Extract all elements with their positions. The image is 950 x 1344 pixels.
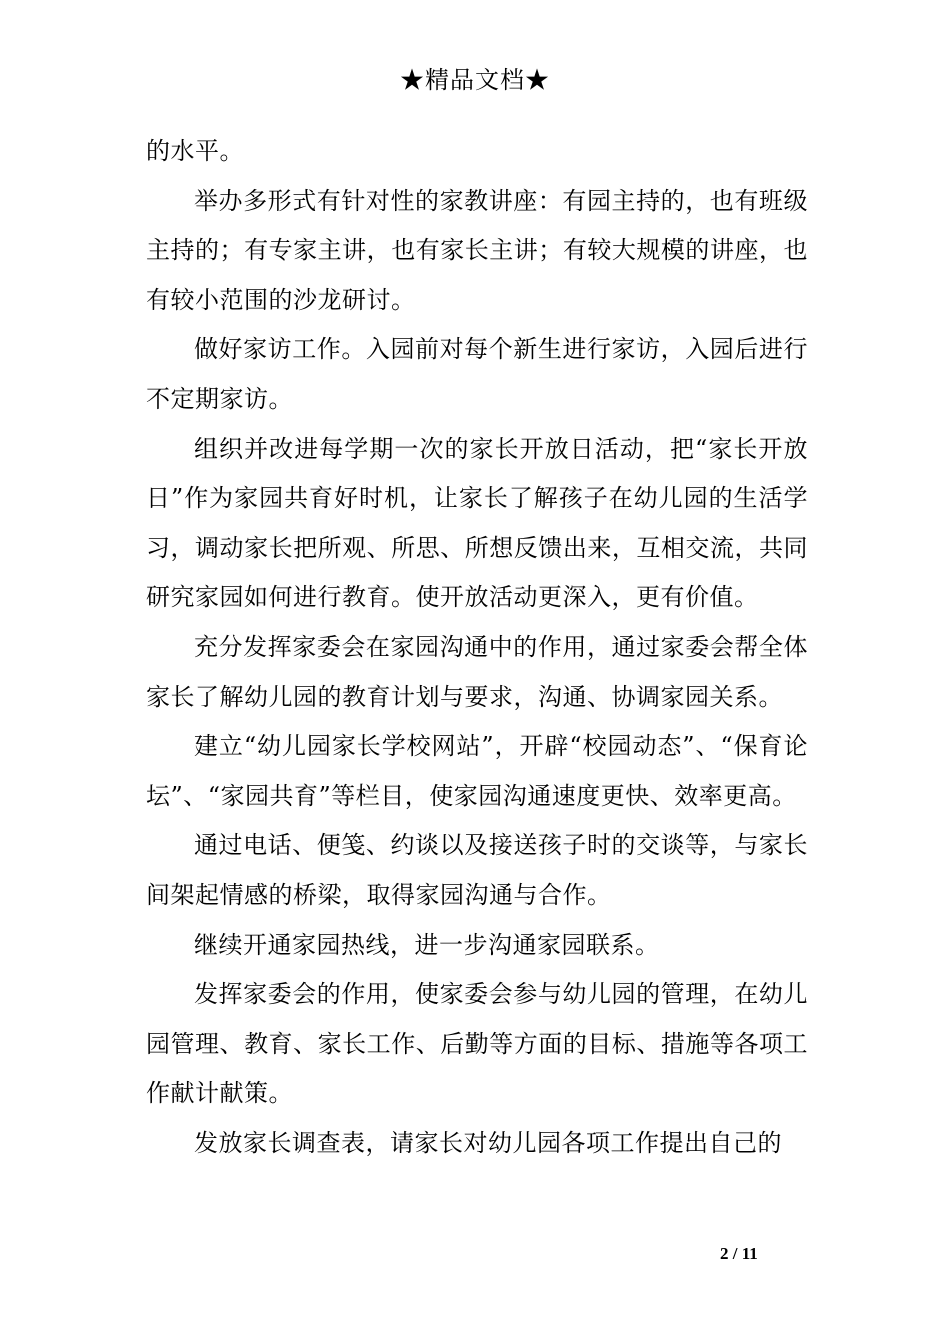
paragraph: 发放家长调查表，请家长对幼儿园各项工作提出自己的 [194,1128,782,1157]
paragraph: 建立“幼儿园家长学校网站”，开辟“校园动态”、“保育论坛”、“家园共育”等栏目，使家园沟通速度更快、效率更高。 [146,732,808,810]
page-header: ★精品文档★ [400,66,550,94]
paragraph: 做好家访工作。入园前对每个新生进行家访，入园后进行不定期家访。 [146,335,808,413]
paragraph: 的水平。 [146,137,244,165]
paragraph: 举办多形式有针对性的家教讲座：有园主持的，也有班级主持的；有专家主讲，也有家长主讲；有较大规模的讲座，也有较小范围的沙龙研讨。 [146,186,808,314]
document-body [146,127,808,1168]
page-number: 2 / 11 [720,1244,758,1263]
paragraph: 通过电话、便笺、约谈以及接送孩子时的交谈等，与家长间架起情感的桥梁，取得家园沟通与合作。 [146,831,808,909]
paragraph: 发挥家委会的作用，使家委会参与幼儿园的管理，在幼儿园管理、教育、家长工作、后勤等方面的目标、措施等各项工作献计献策。 [146,980,808,1108]
paragraph: 充分发挥家委会在家园沟通中的作用，通过家委会帮全体家长了解幼儿园的教育计划与要求，沟通、协调家园关系。 [146,632,808,711]
paragraph: 组织并改进每学期一次的家长开放日活动，把“家长开放日”作为家园共育好时机，让家长了解孩子在幼儿园的生活学习，调动家长把所观、所思、所想反馈出来，互相交流，共同研究家园如何进行教育。使开放活动更深入，更有价值。 [146,434,808,612]
paragraph: 继续开通家园热线，进一步沟通家园联系。 [194,930,660,959]
